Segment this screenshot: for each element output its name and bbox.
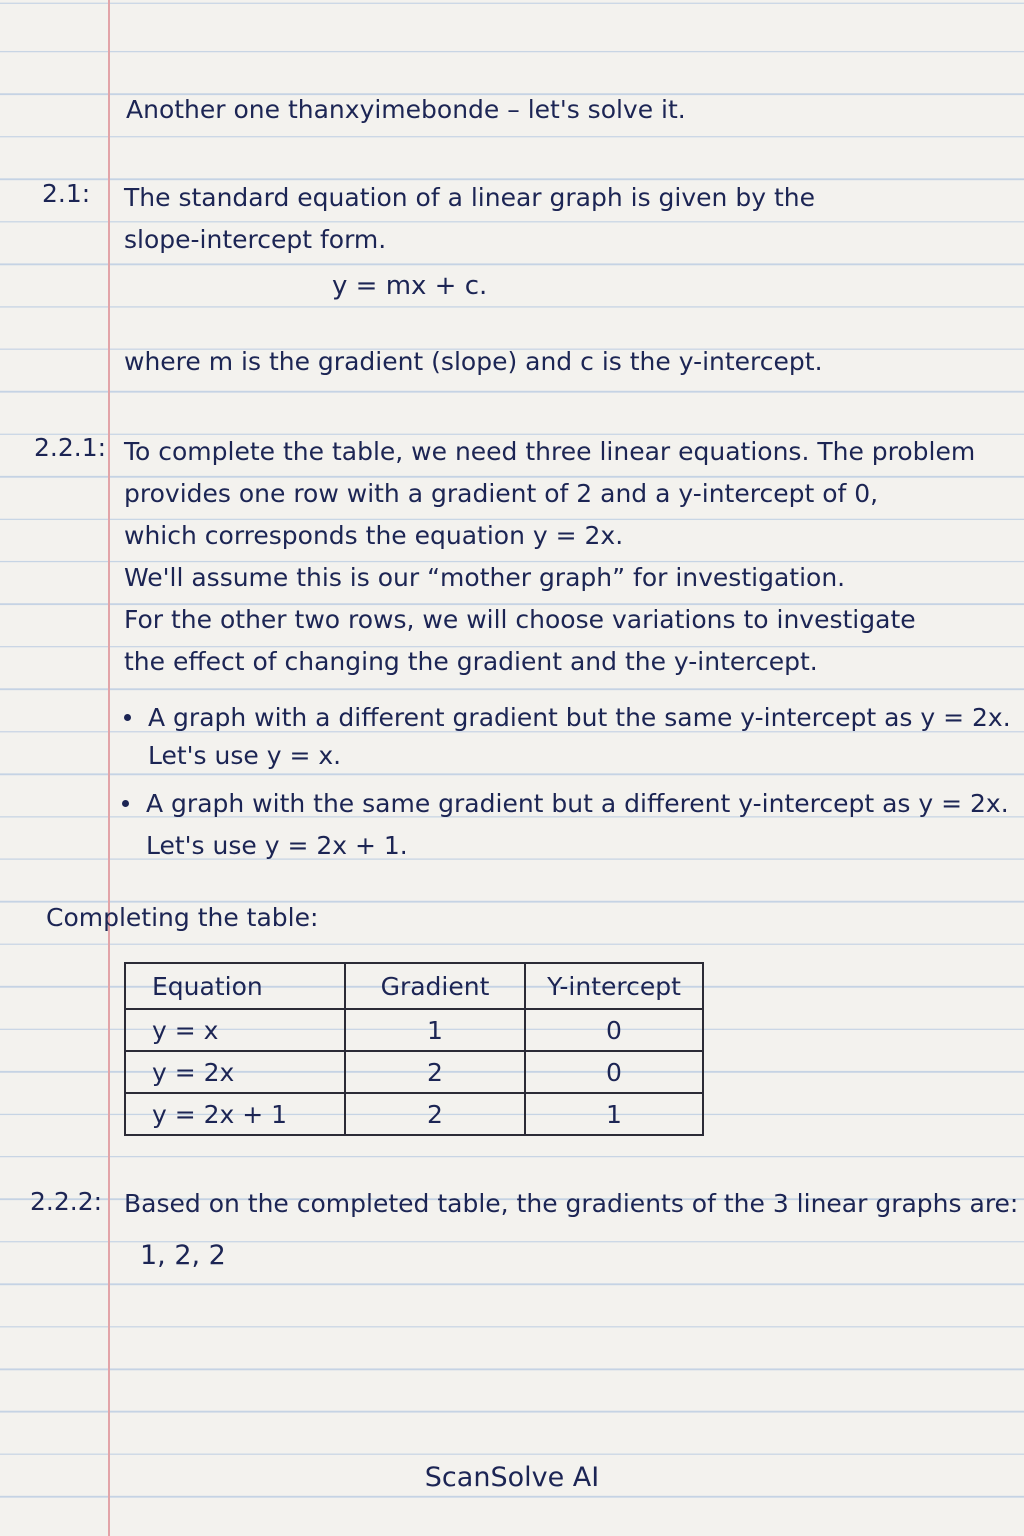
q221-line-1: To complete the table, we need three linear equations. The problem xyxy=(124,437,976,466)
bullet-dot xyxy=(124,714,131,721)
header-y-intercept: Y-intercept xyxy=(525,963,703,1009)
question-label-2-1: 2.1: xyxy=(42,179,91,208)
cell-y-intercept: 0 xyxy=(525,1051,703,1093)
q222-answer: 1, 2, 2 xyxy=(140,1240,226,1271)
cell-gradient: 2 xyxy=(345,1051,525,1093)
bullet-1-line-2: Let's use y = x. xyxy=(148,741,342,770)
cell-gradient: 2 xyxy=(345,1093,525,1135)
equation-slope-intercept: y = mx + c. xyxy=(332,271,488,301)
bullet-2-line-1: A graph with the same gradient but a different y-intercept as y = 2x. xyxy=(146,789,1009,818)
cell-y-intercept: 1 xyxy=(525,1093,703,1135)
table-row xyxy=(125,1093,703,1135)
q221-line-6: the effect of changing the gradient and the y-intercept. xyxy=(124,647,818,676)
table-row xyxy=(125,1051,703,1093)
cell-equation: y = 2x xyxy=(125,1051,345,1093)
bullet-2-line-2: Let's use y = 2x + 1. xyxy=(146,831,408,860)
q21-line-2: slope-intercept form. xyxy=(124,225,387,254)
q21-line-1: The standard equation of a linear graph is given by the xyxy=(124,183,815,212)
header-equation: Equation xyxy=(125,963,345,1009)
cell-equation: y = x xyxy=(125,1009,345,1051)
table-caption: Completing the table: xyxy=(46,903,319,932)
q221-line-4: We'll assume this is our “mother graph” for investigation. xyxy=(124,563,846,592)
q221-line-3: which corresponds the equation y = 2x. xyxy=(124,521,624,550)
intro-text: Another one thanxyimebonde – let's solve it. xyxy=(126,95,686,124)
q222-line: Based on the completed table, the gradients of the 3 linear graphs are: xyxy=(124,1189,1019,1218)
bullet-1-line-1: A graph with a different gradient but the same y-intercept as y = 2x. xyxy=(148,703,1011,732)
cell-gradient: 1 xyxy=(345,1009,525,1051)
q221-line-2: provides one row with a gradient of 2 and a y-intercept of 0, xyxy=(124,479,879,508)
q221-line-5: For the other two rows, we will choose variations to investigate xyxy=(124,605,916,634)
header-gradient: Gradient xyxy=(345,963,525,1009)
footer-brand: ScanSolve AI xyxy=(424,1462,600,1493)
cell-y-intercept: 0 xyxy=(525,1009,703,1051)
answer-table xyxy=(124,962,704,1136)
bullet-dot xyxy=(122,800,129,807)
question-label-2-2-2: 2.2.2: xyxy=(30,1187,103,1216)
table-row xyxy=(125,1009,703,1051)
cell-equation: y = 2x + 1 xyxy=(125,1093,345,1135)
margin-line xyxy=(108,0,110,1536)
q21-explanation: where m is the gradient (slope) and c is the y-intercept. xyxy=(124,347,823,376)
question-label-2-2-1: 2.2.1: xyxy=(34,433,107,462)
table-header-row xyxy=(125,963,703,1009)
